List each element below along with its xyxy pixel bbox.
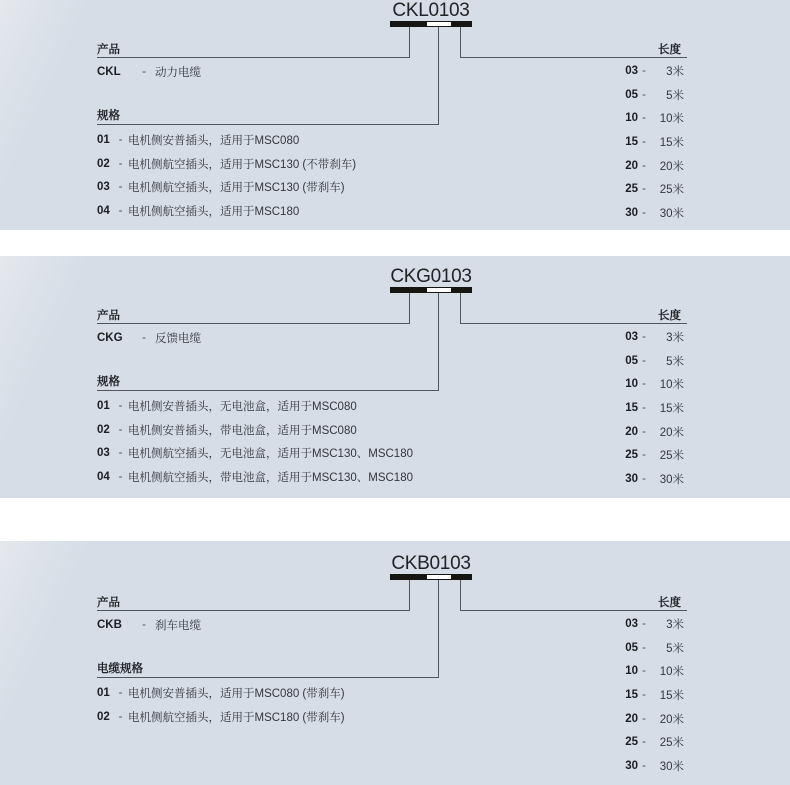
- product-name: 反馈电缆: [155, 333, 201, 345]
- spec-item-row: [97, 199, 356, 223]
- length-item-row: [560, 730, 684, 754]
- product-row: [97, 330, 201, 346]
- model-code-title: CKG0103: [390, 266, 472, 287]
- length-item-code: 20: [625, 425, 638, 438]
- separator-dash: -: [142, 332, 146, 344]
- length-item-value: 25米: [659, 184, 684, 197]
- model-code-title: CKB0103: [391, 553, 471, 574]
- length-item-code: 10: [625, 665, 638, 678]
- length-item-value: 3米: [666, 65, 684, 78]
- separator-dash: -: [118, 204, 123, 217]
- spec-item-text: 电机侧航空插头，适用于MSC130 (带刹车): [128, 182, 345, 195]
- separator-dash: -: [642, 206, 646, 219]
- separator-dash: -: [118, 423, 123, 436]
- separator-dash: -: [642, 665, 646, 678]
- separator-dash: -: [642, 401, 646, 414]
- separator-dash: -: [642, 88, 646, 101]
- length-item-code: 30: [625, 206, 638, 219]
- length-item-value: 3米: [666, 618, 684, 631]
- separator-dash: -: [642, 378, 646, 391]
- length-item-code: 03: [625, 64, 638, 77]
- spec-item-row: [97, 441, 413, 465]
- length-list: [560, 612, 684, 778]
- code-segment-spec: [427, 574, 451, 580]
- code-segment-spec: [427, 287, 451, 293]
- length-item-row: [560, 201, 684, 225]
- length-item-code: 20: [625, 712, 638, 725]
- length-item-row: [560, 420, 684, 444]
- length-header: 长度: [658, 597, 681, 609]
- spec-item-text: 电机侧航空插头，无电池盒，适用于MSC130、MSC180: [128, 448, 413, 461]
- length-item-value: 20米: [659, 713, 684, 726]
- length-item-value: 15米: [659, 689, 684, 702]
- product-name: 刹车电缆: [155, 620, 201, 632]
- separator-dash: -: [642, 712, 646, 725]
- separator-dash: -: [642, 330, 646, 343]
- spec-item-code: 01: [97, 686, 110, 699]
- product-name: 动力电缆: [155, 67, 201, 79]
- product-header: 产品: [97, 44, 120, 56]
- length-item-value: 5米: [666, 89, 684, 102]
- spec-item-text: 电机侧航空插头，适用于MSC130 (不带刹车): [128, 158, 357, 171]
- spec-list: [97, 128, 356, 223]
- spec-item-row: [97, 128, 356, 152]
- length-rule: [460, 57, 687, 58]
- length-item-row: [560, 659, 684, 683]
- spec-item-row: [97, 175, 356, 199]
- model-code-title: CKL0103: [392, 0, 470, 21]
- length-item-row: [560, 349, 684, 373]
- separator-dash: -: [642, 736, 646, 749]
- connector-line-product: [409, 27, 410, 58]
- length-header: 长度: [658, 44, 681, 56]
- model-code-section-ckl: [0, 0, 790, 230]
- separator-dash: -: [642, 641, 646, 654]
- length-item-row: [560, 130, 684, 154]
- code-segment-length: [451, 21, 472, 27]
- length-item-row: [560, 325, 684, 349]
- length-header: 长度: [658, 310, 681, 322]
- separator-dash: -: [642, 688, 646, 701]
- length-item-value: 5米: [666, 642, 684, 655]
- length-item-code: 25: [625, 449, 638, 462]
- length-item-row: [560, 83, 684, 107]
- spec-item-text: 电机侧安普插头，带电池盒，适用于MSC080: [128, 424, 357, 437]
- spec-item-code: 02: [97, 423, 110, 436]
- separator-dash: -: [642, 472, 646, 485]
- length-item-value: 25米: [659, 450, 684, 463]
- product-row: [97, 617, 201, 633]
- length-item-row: [560, 154, 684, 178]
- length-item-code: 10: [625, 378, 638, 391]
- length-item-code: 03: [625, 330, 638, 343]
- separator-dash: -: [642, 64, 646, 77]
- spec-item-code: 03: [97, 447, 110, 460]
- length-item-row: [560, 396, 684, 420]
- product-rule: [97, 610, 410, 611]
- separator-dash: -: [642, 617, 646, 630]
- spec-item-row: [97, 465, 413, 489]
- separator-dash: -: [642, 449, 646, 462]
- spec-rule: [97, 390, 438, 391]
- length-item-value: 30米: [659, 207, 684, 220]
- code-segment-spec: [427, 21, 451, 27]
- length-item-value: 30米: [659, 473, 684, 486]
- spec-item-code: 02: [97, 710, 110, 723]
- length-item-code: 25: [625, 736, 638, 749]
- spec-item-row: [97, 705, 345, 729]
- code-segment-length: [451, 287, 472, 293]
- connector-line-spec: [438, 27, 439, 125]
- separator-dash: -: [118, 181, 123, 194]
- length-item-row: [560, 707, 684, 731]
- spec-rule: [97, 677, 438, 678]
- length-item-code: 03: [625, 617, 638, 630]
- length-list: [560, 59, 684, 225]
- length-item-code: 05: [625, 354, 638, 367]
- length-rule: [460, 323, 687, 324]
- spec-item-text: 电机侧航空插头，适用于MSC180: [128, 205, 300, 218]
- length-item-row: [560, 177, 684, 201]
- spec-header: 规格: [97, 376, 120, 388]
- length-item-code: 30: [625, 472, 638, 485]
- length-item-code: 30: [625, 759, 638, 772]
- length-item-value: 15米: [659, 136, 684, 149]
- spec-item-code: 01: [97, 133, 110, 146]
- separator-dash: -: [642, 135, 646, 148]
- product-header: 产品: [97, 597, 120, 609]
- separator-dash: -: [642, 759, 646, 772]
- length-item-value: 5米: [666, 355, 684, 368]
- length-item-row: [560, 467, 684, 491]
- spec-item-row: [97, 681, 345, 705]
- separator-dash: -: [642, 183, 646, 196]
- separator-dash: -: [118, 470, 123, 483]
- spec-item-code: 04: [97, 204, 110, 217]
- spec-header: 规格: [97, 110, 120, 122]
- model-code-section-ckg: [0, 256, 790, 498]
- spec-item-code: 04: [97, 470, 110, 483]
- length-item-code: 10: [625, 112, 638, 125]
- length-item-row: [560, 636, 684, 660]
- length-rule: [460, 610, 687, 611]
- spec-item-text: 电机侧安普插头，适用于MSC080 (带刹车): [128, 687, 345, 700]
- spec-item-code: 01: [97, 399, 110, 412]
- length-item-value: 10米: [659, 666, 684, 679]
- length-item-value: 25米: [659, 737, 684, 750]
- length-item-code: 05: [625, 641, 638, 654]
- length-item-code: 15: [625, 135, 638, 148]
- separator-dash: -: [118, 399, 123, 412]
- code-segment-length: [451, 574, 472, 580]
- separator-dash: -: [118, 447, 123, 460]
- separator-dash: -: [118, 157, 123, 170]
- separator-dash: -: [118, 686, 123, 699]
- spec-item-text: 电机侧安普插头，无电池盒，适用于MSC080: [128, 400, 357, 413]
- separator-dash: -: [642, 354, 646, 367]
- separator-dash: -: [642, 112, 646, 125]
- separator-dash: -: [142, 66, 146, 78]
- length-item-row: [560, 443, 684, 467]
- spec-item-row: [97, 152, 356, 176]
- length-item-value: 15米: [659, 402, 684, 415]
- product-code: CKL: [97, 66, 121, 78]
- length-item-value: 20米: [659, 426, 684, 439]
- spec-item-text: 电机侧航空插头，带电池盒，适用于MSC130、MSC180: [128, 471, 413, 484]
- separator-dash: -: [118, 710, 123, 723]
- length-item-value: 3米: [666, 331, 684, 344]
- length-item-value: 10米: [659, 113, 684, 126]
- length-item-row: [560, 106, 684, 130]
- spec-item-code: 03: [97, 181, 110, 194]
- spec-item-text: 电机侧安普插头，适用于MSC080: [128, 134, 300, 147]
- length-item-code: 20: [625, 159, 638, 172]
- separator-dash: -: [118, 133, 123, 146]
- spec-item-text: 电机侧航空插头，适用于MSC180 (带刹车): [128, 711, 345, 724]
- connector-line-product: [409, 580, 410, 611]
- length-item-code: 25: [625, 183, 638, 196]
- length-item-row: [560, 754, 684, 778]
- length-item-row: [560, 59, 684, 83]
- spec-item-code: 02: [97, 157, 110, 170]
- spec-header: 电缆规格: [97, 663, 143, 675]
- connector-line-spec: [438, 293, 439, 391]
- length-item-row: [560, 683, 684, 707]
- length-item-value: 30米: [659, 760, 684, 773]
- length-item-code: 15: [625, 401, 638, 414]
- product-code: CKB: [97, 619, 122, 631]
- length-item-code: 05: [625, 88, 638, 101]
- length-item-code: 15: [625, 688, 638, 701]
- separator-dash: -: [142, 619, 146, 631]
- product-rule: [97, 323, 410, 324]
- spec-item-row: [97, 418, 413, 442]
- product-row: [97, 64, 201, 80]
- product-rule: [97, 57, 410, 58]
- length-item-value: 10米: [659, 379, 684, 392]
- length-item-row: [560, 612, 684, 636]
- spec-list: [97, 681, 345, 728]
- spec-rule: [97, 124, 438, 125]
- length-item-value: 20米: [659, 160, 684, 173]
- connector-line-spec: [438, 580, 439, 678]
- separator-dash: -: [642, 425, 646, 438]
- length-item-row: [560, 372, 684, 396]
- product-header: 产品: [97, 310, 120, 322]
- model-code-section-ckb: [0, 541, 790, 785]
- spec-list: [97, 394, 413, 489]
- separator-dash: -: [642, 159, 646, 172]
- product-code: CKG: [97, 332, 123, 344]
- length-list: [560, 325, 684, 491]
- connector-line-product: [409, 293, 410, 324]
- spec-item-row: [97, 394, 413, 418]
